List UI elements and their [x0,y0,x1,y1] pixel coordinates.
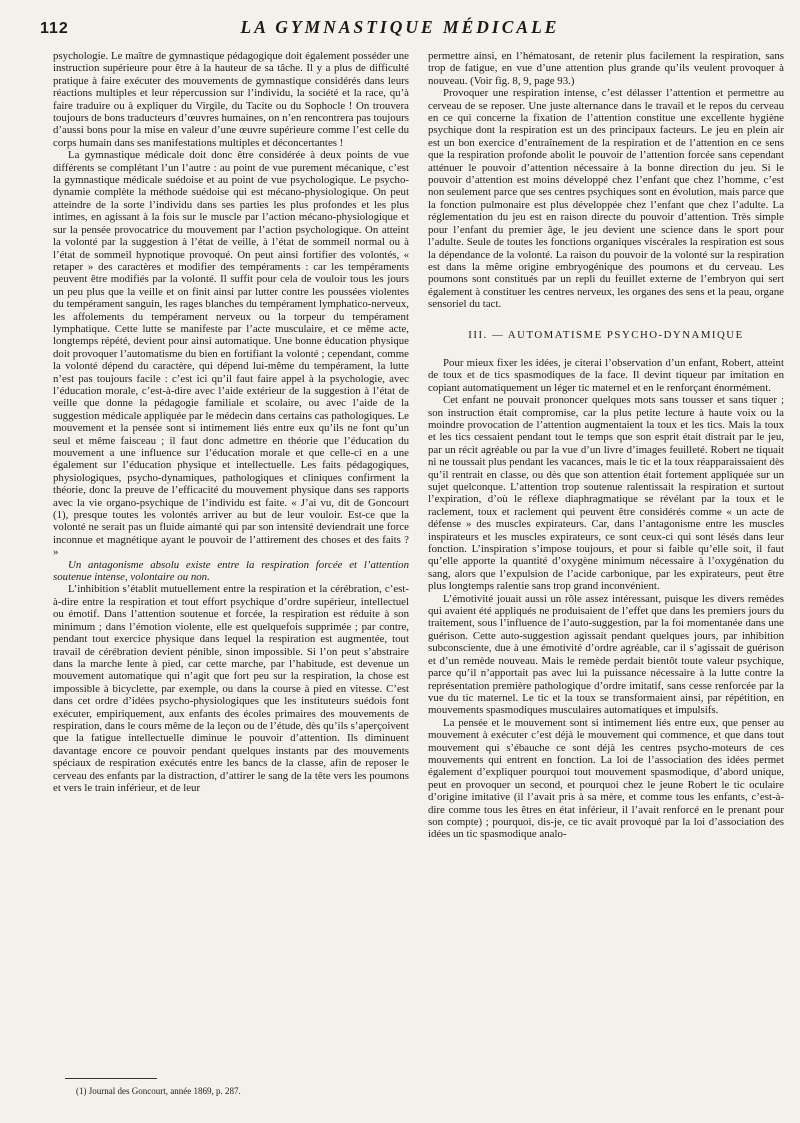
page-number: 112 [40,20,69,37]
paragraph: L’émotivité jouait aussi un rôle assez intéressant, puisque les divers remèdes qui avaient été appliqués ne produisaient de l’effet que dans les premiers jours du traitement, sous l’influence de l’auto-suggestion, par la foi momentanée dans une guérison. Cette auto-suggestion agissait pendant quelques jours, par inhibition subconsciente, due à une émotivité d’ordre agréable, car il s’agissait de guérison et d’un remède nouveau. Mais le remède perdait bientôt toute valeur psychique, parce qu’il n’apportait pas avec lui la puissance nécessaire à la lutte contre la représentation première pathologique d’ordre imitatif, sans cesse renforcée par la vue du tic maternel. Le tic et la toux se transformaient ainsi, par répétition, en mouvements spasmodiques musculaires automatiques et impulsifs. [428,592,784,717]
running-title: LA GYMNASTIQUE MÉDICALE [240,17,560,37]
paragraph: La gymnastique médicale doit donc être considérée à deux points de vue différents se complétant l’un l’autre : au point de vue purement mécanique, c’est la gymnastique médicale suédoise et au point de vue psychologique. Le psycho-dynamie complète la méthode suédoise qui est mécano-physiologique. On peut atteindre de la sorte l’individu dans ses parties les plus profondes et les plus intimes, en agissant à la fois sur le muscle par l’action mécano-physiologique et sur la pensée provocatrice du mouvement par l’action psychologique. On atteint la volonté par la suggestion à l’état de veille, à l’état de sommeil normal ou à l’état de sommeil hypnotique provoqué. On peut ainsi fortifier des volontés, « retaper » des caractères et modifier des tempéraments : car les tempéraments peuvent être modifiés par la volonté. Il suffit pour cela de vouloir tous les jours un peu plus que la veille et on finit ainsi par lutter contre les poussées violentes du tempérament sanguin, les rages blanches du tempérament lymphatico-nerveux, les affolements du tempérament nerveux ou la torpeur du tempérament lymphatique. Cette lutte se manifeste par l’acte musculaire, et ce même acte, longtemps répété, devient pour ainsi automatique. Une bonne éducation physique doit provoquer l’automatisme du bien en fortifiant la volonté ; cependant, comme la volonté dépend du caractère, qui dépend lui-même du tempérament, la lutte n’est pas toujours facile : c’est ici qu’il faut faire appel à la psychologie, avec l’éducation morale, c’est-à-dire avec l’aide extérieur de la suggestion à l’état de veille que donne la pédagogie familiale et scolaire, ou avec l’aide de la suggestion médicale appliquée par le médecin dans certains cas pathologiques. Le mouvement et la pensée sont si intimement liés entre eux qu’ils ne font qu’un seul et même faisceau ; il faut donc admettre en théorie que l’éducation du mouvement a une influence sur l’éducation morale et que celle-ci en a une également sur l’éducation physique et intellectuelle. Les faits pédagogiques, physiologiques, psycho-dynamiques, pathologiques et cliniques confirment la théorie, donc la preuve de l’efficacité du mouvement physique dans ses rapports avec la vie organo-psychique de l’individu est faite. « J’ai vu, dit de Goncourt (1), presque toutes les volontés arriver au but de leur vouloir. Est-ce que la volonté ne serait pas un fluide aimanté qui par son intensité deviendrait une force inconnue et magnétique ayant le pouvoir de l’attirement des choses et des faits ? » [53,149,409,559]
paragraph: La pensée et le mouvement sont si intimement liés entre eux, que penser au mouvement à exécuter c’est déjà le mouvement qui commence, et que dans tout mouvement qui s’ébauche ce sont déjà les centres psycho-moteurs de ces mouvements qui entrent en fonction. La loi de l’association des idées permet également d’expliquer pourquoi tout mouvement spasmodique, d’abord unique, peut en provoquer un second, et pourquoi chez le jeune Robert le tic oculaire d’origine imitative (il l’avait pris à sa mère, et comme tous les enfants, c’est-à-dire comme tous les êtres en état inférieur, il l’avait renforcé en le prenant pour son compte) ; pourquoi, dis-je, ce tic avait provoqué par la loi d’association des idées un tic spasmodique analo- [428,716,784,841]
right-text-column [428,50,784,1120]
page-header [40,14,760,44]
paragraph: Cet enfant ne pouvait prononcer quelques mots sans tousser et sans tiquer ; son instruction était compromise, car la plus petite lecture à haute voix ou la moindre provocation de l’attention augmentaient la toux et les tics. Mais la toux et les tics cessaient pendant tout le temps que son esprit était distrait par le jeu, par un récit agréable ou par la vue d’un livre d’images feuilleté. Robert ne tiquait ni ne toussait plus pendant les vacances, mais le tic et la toux réapparaissaient dès qu’il rentrait en classe, ou dès que son attention était fortement appliquée sur un sujet quelconque. L’attention trop soutenue ralentissait la respiration et surtout l’expiration, d’où le réflexe diaphragmatique se révélant par la toux et le raclement, toux et raclement qui peuvent être considérés comme « un acte de défense » des muscles expirateurs. Car, dans l’antagonisme entre les muscles inspirateurs et les muscles expirateurs, ce sont ceux-ci qui sont lésés dans leur fonction. L’inspiration s’impose toujours, et pour si faible qu’elle soit, il faut qu’elle apporte la quantité d’oxygène minimum nécessaire à l’oxygénation du sang, alors que l’expulsion de l’acide carbonique, par les expirateurs, peut être plus longtemps ralentie sans trop grand inconvénient. [428,394,784,593]
footnote: (1) Journal des Goncourt, année 1869, p. 287. [76,1086,241,1096]
paragraph: psychologie. Le maître de gymnastique pédagogique doit également posséder une instruction supérieure pour être à la hauteur de sa tâche. Il y a plus de difficulté pratique à faire exécuter des mouvements de gymnastique considérés dans leurs réactions multiples et leur répercussion sur l’individu, la société et la race, qu’à faire traduire ou à expliquer du Virgile, du Tacite ou du Sophocle ! On trouvera toujours de bons traducteurs d’œuvres humaines, on n’en rencontrera pas toujours d’aussi bons pour la mise en valeur d’une œuvre supérieure comme l’est celle du corps humain dans ses manifestations multiples et déconcertantes ! [53,50,409,149]
footnote-rule [65,1078,157,1079]
paragraph: permettre ainsi, en l’hématosant, de retenir plus facilement la respiration, sans trop de fatigue, en vue d’une attention plus grande qu’ils veulent provoquer à nouveau. (Voir fig. 8, 9, page 93.) [428,50,784,87]
paragraph: Un antagonisme absolu existe entre la respiration forcée et l’attention soutenue intense, volontaire ou non. [53,558,409,584]
section-heading: III. — AUTOMATISME PSYCHO-DYNAMIQUE [468,328,744,341]
paragraph: Provoquer une respiration intense, c’est délasser l’attention et permettre au cerveau de se reposer. Une juste alternance dans le travail et le repos du cerveau en ce qui concerne la fixation de l’attention constitue une excellente hygiène psychique dont la respiration est un des principaux facteurs. Le jeu en plein air est un bon exercice d’entraînement de la respiration et de l’attention en ce sens que la respiration profonde abolit le pouvoir de l’attention forcée sans cependant atténuer le pouvoir d’attention nécessaire à la bonne direction du jeu. Si le pouvoir d’attention est moins développé chez l’enfant que chez l’homme, c’est non seulement parce que ses centres psychiques sont en évolution, mais parce que la fonction pulmonaire est plus développée chez l’enfant que chez l’adulte. La réglementation du jeu est en raison directe du pouvoir d’attention. Très simple pour l’enfant du premier âge, le jeu devient une science dans le sport pour l’adulte. Seule de toutes les fonctions organiques viscérales la respiration est sous la dépendance de la volonté. La raison du pouvoir de la volonté sur la respiration est dans la même origine embryogénique des poumons et du cerveau. Les poumons sont constitués par un repli du feuillet externe de l’embryon qui sert également à constituer les centres nerveux, les organes des sens et la peau, organe sensoriel du tact. [428,87,784,311]
paragraph: Pour mieux fixer les idées, je citerai l’observation d’un enfant, Robert, atteint de toux et de tics spasmodiques de la face. Il devint tiqueur par imitation en copiant automatiquement un léger tic maternel et en le renforçant énormément. [428,356,784,394]
left-text-column [53,50,409,1080]
paragraph: L’inhibition s’établit mutuellement entre la respiration et la cérébration, c’est-à-dire entre la respiration et tout effort psychique d’ordre supérieur, intellectuel ou émotif. Dans l’attention soutenue et forcée, la respiration est réduite à son minimum ; dans l’émotion violente, elle est quelquefois supprimée ; par contre, pendant tout exercice physique dans lequel la respiration est augmentée, tout travail de cérébration devient pénible, sinon impossible. Si l’on peut s’abstraire dans la marche lente à pied, car cette marche, par l’habitude, est devenue un mouvement automatique qui n’agit que fort peu sur la respiration, la chose est impossible à bicyclette, par exemple, ou dans la course à pied en vitesse. C’est dans cet ordre d’idées psycho-physiologiques que les instituteurs suédois font exécuter, empiriquement, aux enfants des écoles primaires des mouvements de respiration, dans le cours même de la leçon ou de l’étude, dès qu’ils s’aperçoivent que la fatigue intellectuelle diminue le pouvoir d’attention. Ils diminuent davantage encore ce pouvoir pendant quelques instants par des mouvements spéciaux de respiration exécutés entre les bancs de la classe, afin de reposer le cerveau des enfants par la distraction, d’attirer le sang de la tête vers les poumons et vers le train inférieur, et de leur [53,583,409,794]
